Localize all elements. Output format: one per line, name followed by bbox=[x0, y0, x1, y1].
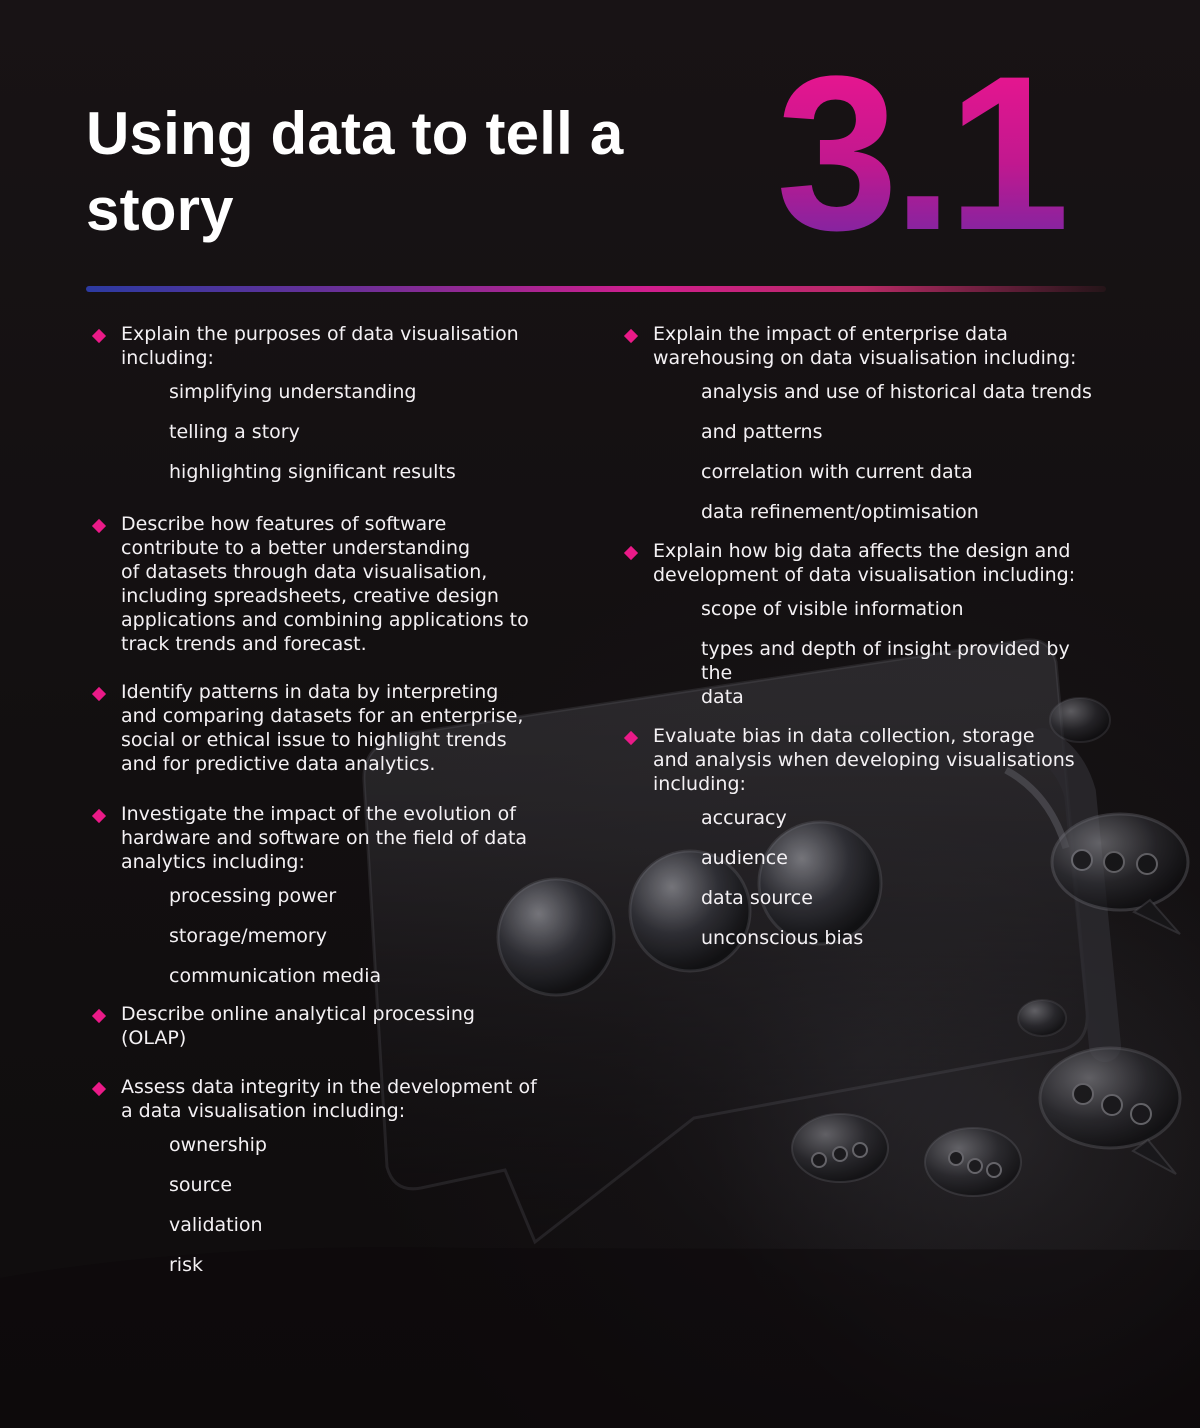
subitem-text: and patterns bbox=[701, 421, 823, 443]
subitem-text: ownership bbox=[169, 1134, 267, 1156]
left-objectives-column bbox=[88, 322, 578, 1277]
objective-subitems bbox=[653, 597, 1106, 709]
objective-text: Assess data integrity in the development of a data visualisation including: bbox=[121, 1076, 537, 1122]
subitem-text: highlighting significant results bbox=[169, 461, 456, 483]
chapter-number: 3.1 bbox=[776, 48, 1076, 258]
objective-subitems bbox=[121, 884, 578, 988]
objective-subitems bbox=[653, 806, 1106, 950]
diamond-bullet-icon bbox=[92, 1082, 106, 1096]
subitem-text: validation bbox=[169, 1214, 263, 1236]
subitem-text: telling a story bbox=[169, 421, 300, 443]
objective-text: Explain the impact of enterprise data warehousing on data visualisation including: bbox=[653, 323, 1077, 369]
objective-text: Investigate the impact of the evolution of hardware and software on the field of data analytics including: bbox=[121, 803, 528, 873]
subitem-text: processing power bbox=[169, 885, 337, 907]
objective-item bbox=[88, 680, 578, 776]
section-divider bbox=[86, 286, 1106, 292]
page-title: Using data to tell a story bbox=[86, 100, 624, 243]
diamond-bullet-icon bbox=[624, 546, 638, 560]
diamond-bullet-icon bbox=[624, 329, 638, 343]
subitem-text: data source bbox=[701, 887, 813, 909]
diamond-bullet-icon bbox=[92, 329, 106, 343]
objective-item bbox=[620, 539, 1106, 709]
objective-item bbox=[620, 322, 1106, 524]
objective-item bbox=[88, 802, 578, 988]
subitem-text: risk bbox=[169, 1254, 203, 1276]
diamond-bullet-icon bbox=[92, 1009, 106, 1023]
subitem-text: unconscious bias bbox=[701, 927, 864, 949]
diamond-bullet-icon bbox=[92, 687, 106, 701]
subitem-text: scope of visible information bbox=[701, 598, 964, 620]
objective-text: Identify patterns in data by interpreting and comparing datasets for an enterprise, social or ethical issue to highlight trends and for predictive data analytics. bbox=[121, 681, 524, 775]
diamond-bullet-icon bbox=[92, 809, 106, 823]
subitem-text: simplifying understanding bbox=[169, 381, 417, 403]
right-objectives-column bbox=[620, 322, 1106, 950]
objective-item bbox=[88, 512, 578, 656]
subitem-text: storage/memory bbox=[169, 925, 327, 947]
diamond-bullet-icon bbox=[92, 519, 106, 533]
subitem-text: correlation with current data bbox=[701, 461, 973, 483]
diamond-bullet-icon bbox=[624, 731, 638, 745]
subitem-text: audience bbox=[701, 847, 788, 869]
subitem-text: communication media bbox=[169, 965, 382, 987]
objective-item bbox=[88, 322, 578, 484]
objective-subitems bbox=[121, 380, 578, 484]
objective-item bbox=[88, 1075, 578, 1277]
subitem-text: data refinement/optimisation bbox=[701, 501, 979, 523]
subitem-text: source bbox=[169, 1174, 233, 1196]
subitem-text: types and depth of insight provided by the data bbox=[701, 638, 1070, 708]
objective-text: Describe how features of software contribute to a better understanding of datasets through data visualisation, including spreadsheets, creative design applications and combining applications to track trends and forecast. bbox=[121, 513, 529, 655]
objective-text: Explain how big data affects the design and development of data visualisation including: bbox=[653, 540, 1076, 586]
subitem-text: accuracy bbox=[701, 807, 787, 829]
objective-subitems bbox=[121, 1133, 578, 1277]
objective-item bbox=[620, 724, 1106, 950]
objective-subitems bbox=[653, 380, 1106, 524]
objective-item bbox=[88, 1002, 578, 1050]
objective-text: Explain the purposes of data visualisation including: bbox=[121, 323, 519, 369]
subitem-text: analysis and use of historical data trends bbox=[701, 381, 1092, 403]
objective-text: Evaluate bias in data collection, storage and analysis when developing visualisations including: bbox=[653, 725, 1075, 795]
objective-text: Describe online analytical processing (OLAP) bbox=[121, 1003, 475, 1049]
